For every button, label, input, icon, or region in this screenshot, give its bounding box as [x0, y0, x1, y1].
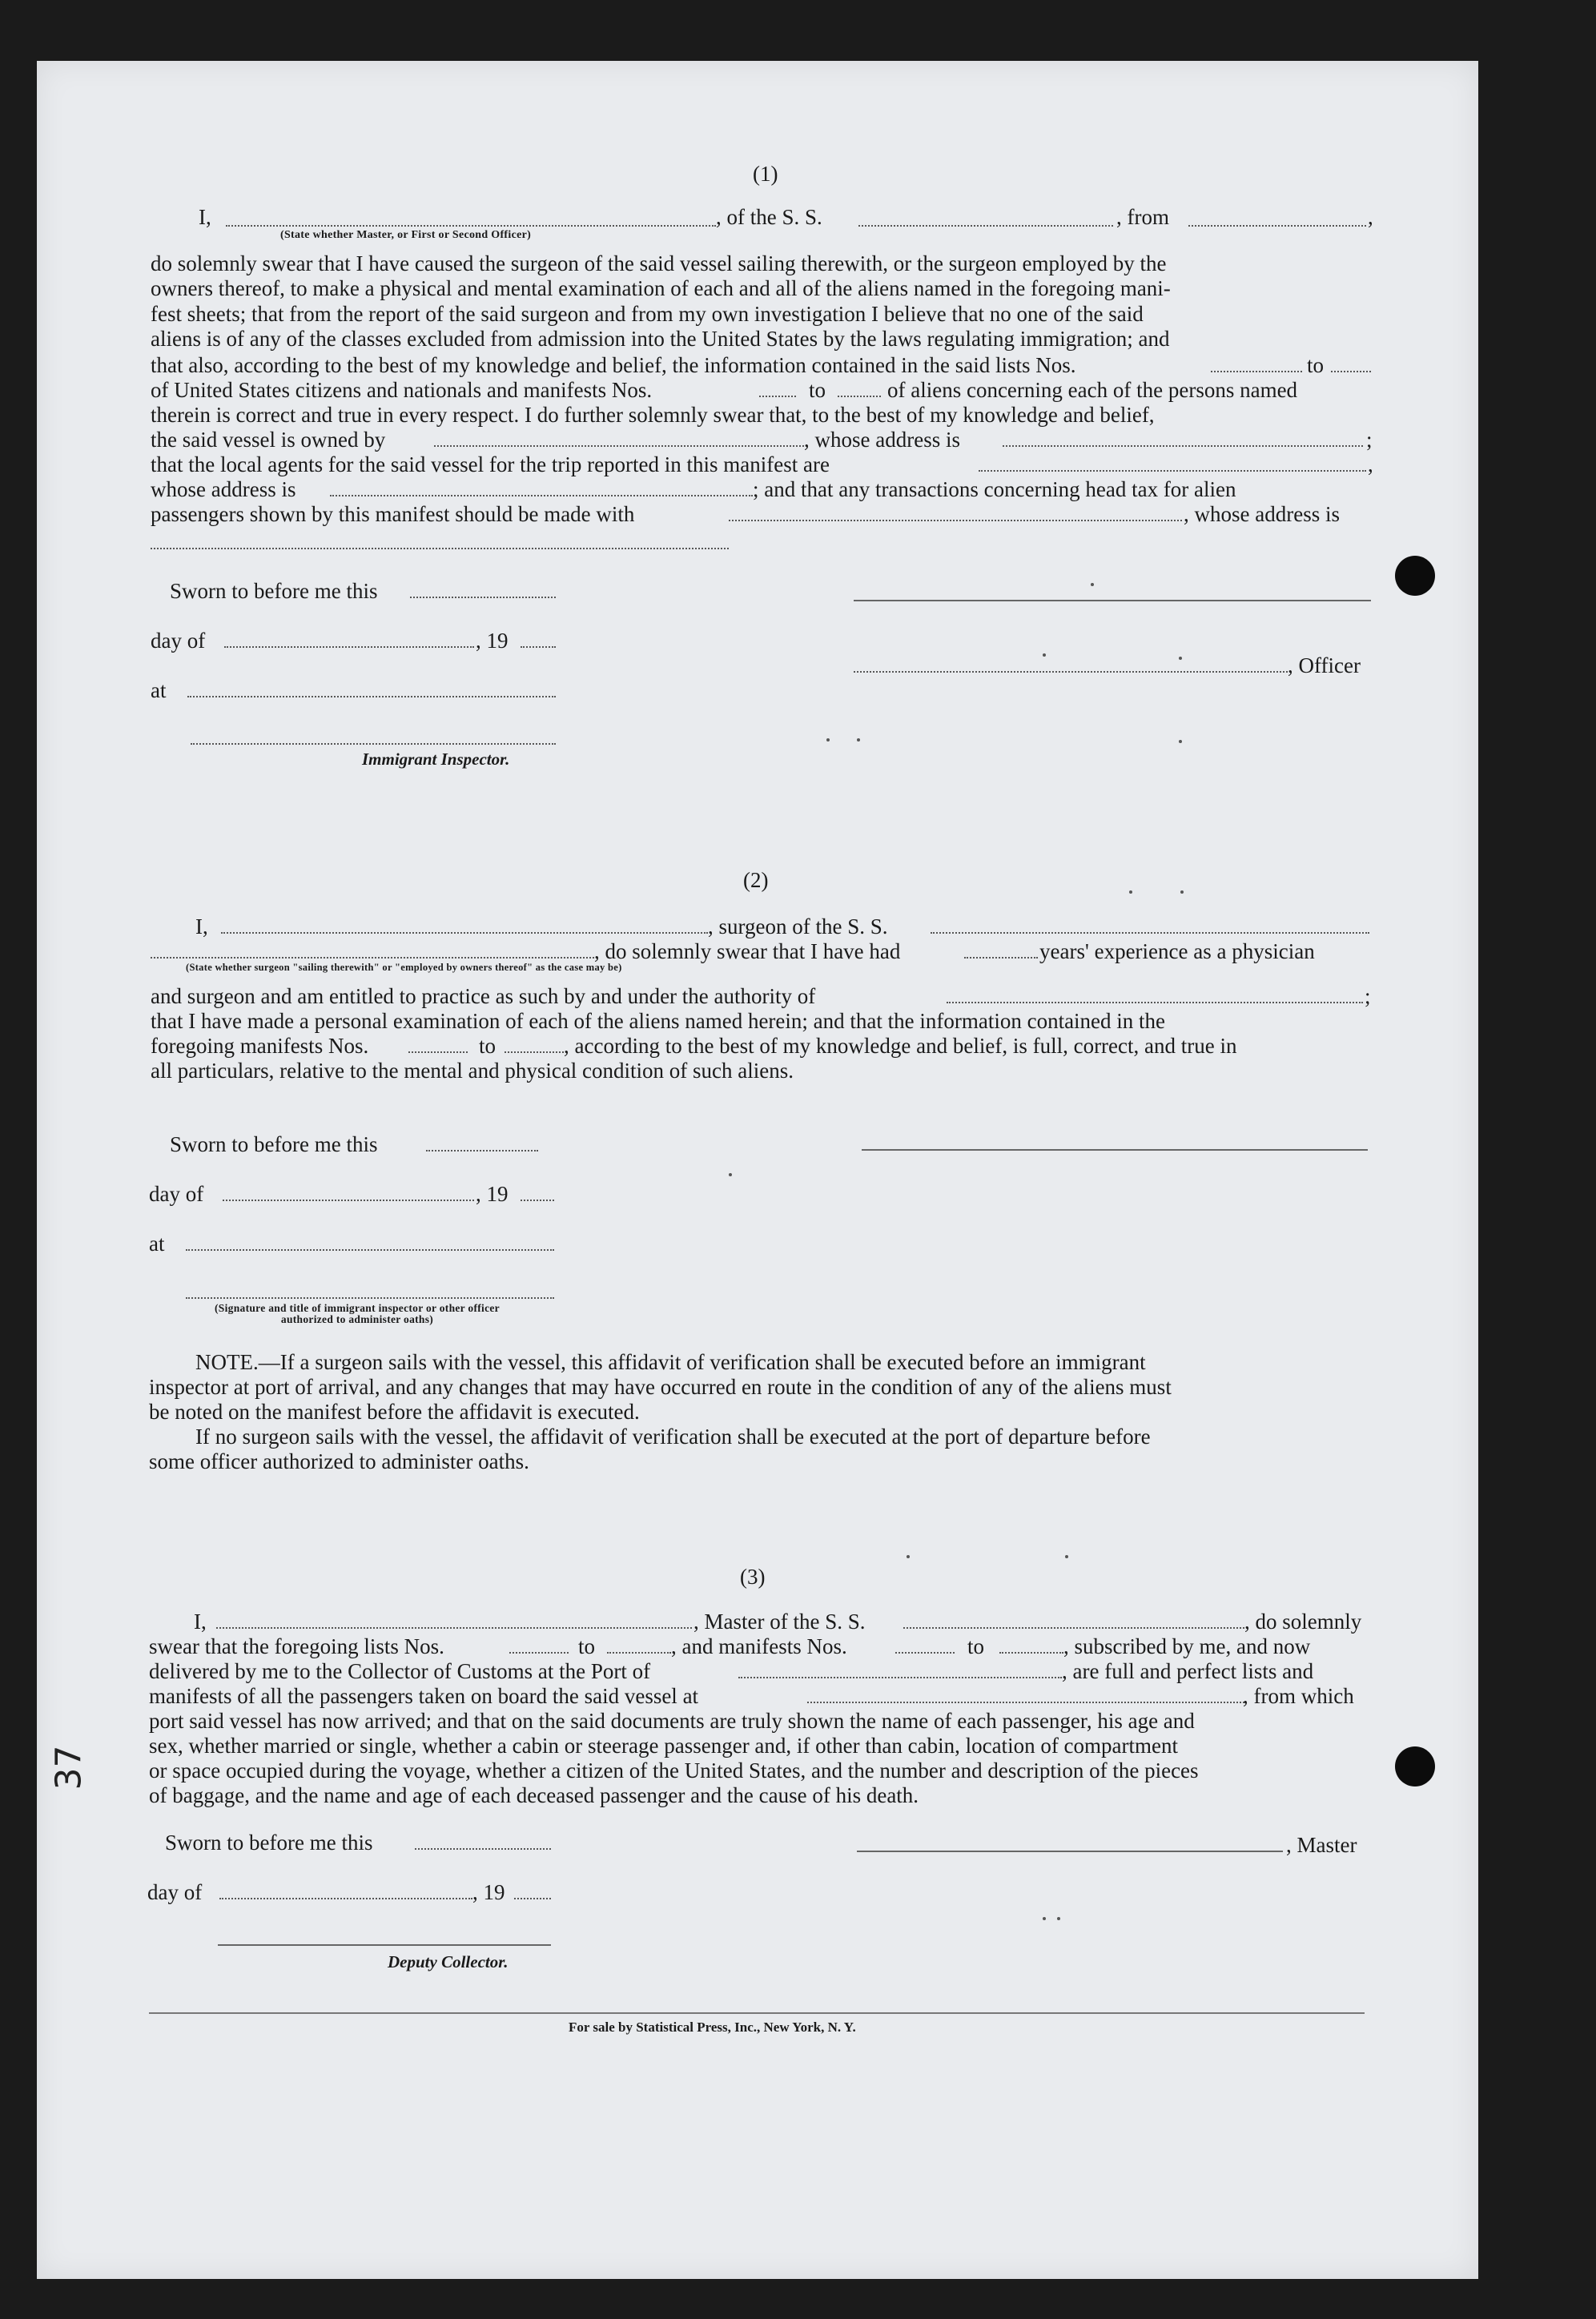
s3-lists-from-field[interactable]: [509, 1652, 569, 1654]
s2-note2-line: some officer authorized to administer oaths.: [149, 1449, 529, 1473]
s1-day-of-label: day of: [151, 629, 206, 653]
scan-speck: [1065, 1555, 1068, 1558]
punch-hole-bottom: [1395, 1746, 1435, 1786]
s1-owner-address-field[interactable]: [1003, 445, 1363, 447]
s3-manifests-all: manifests of all the passengers taken on board the said vessel at: [149, 1684, 699, 1708]
s3-from-which: , from which: [1243, 1684, 1354, 1708]
s2-officer-signature-field[interactable]: [186, 1297, 554, 1299]
s1-officer-signature-line-1[interactable]: [854, 600, 1371, 601]
s3-year-field[interactable]: [514, 1898, 551, 1899]
s2-sworn-label: Sworn to before me this: [170, 1132, 378, 1156]
s1-agent-address-label: whose address is: [151, 477, 296, 501]
s3-master-label: , Master: [1286, 1833, 1357, 1857]
s3-day-field[interactable]: [219, 1898, 472, 1899]
s3-ship-field[interactable]: [903, 1627, 1244, 1629]
scan-speck: [1129, 890, 1132, 894]
s1-therein-line: therein is correct and true in every respect. I do further solemnly swear that, to the best of my knowledge and belief,: [151, 403, 1155, 427]
s2-year-field[interactable]: [521, 1200, 554, 1201]
s2-manifests-label: foregoing manifests Nos.: [151, 1034, 369, 1058]
footer-rule: [149, 2012, 1365, 2014]
s1-end-comma: ,: [1368, 205, 1373, 229]
s1-manifests-line: of United States citizens and nationals and manifests Nos.: [151, 378, 653, 402]
s1-body-line: owners thereof, to make a physical and mental examination of each and all of the aliens named in the foregoing mani-: [151, 276, 1171, 301]
s1-body: [151, 251, 1371, 352]
scan-speck: [1043, 653, 1046, 657]
s1-year-label: , 19: [476, 629, 509, 653]
s1-i: I,: [199, 205, 211, 229]
s2-examination: that I have made a personal examination of each of the aliens named herein; and that the information contained in the: [151, 1009, 1166, 1033]
s1-manifests-from-field[interactable]: [759, 396, 796, 397]
scan-speck: [729, 1173, 732, 1176]
s1-officer-note: (State whether Master, or First or Second Officer): [280, 229, 532, 241]
section-3-number: (3): [740, 1565, 766, 1589]
s3-master-of-ss: , Master of the S. S.: [693, 1610, 866, 1634]
s2-at-label: at: [149, 1232, 165, 1256]
s3-manifests-label: , and manifests Nos.: [671, 1634, 847, 1658]
s2-solemnly: , do solemnly swear that I have had: [594, 939, 901, 963]
s2-i: I,: [195, 914, 208, 938]
s3-manifests-from-field[interactable]: [895, 1652, 955, 1654]
s3-body-line: of baggage, and the name and age of each deceased passenger and the cause of his death.: [149, 1783, 919, 1807]
punch-hole-top: [1395, 556, 1435, 596]
s2-note-line: NOTE.—If a surgeon sails with the vessel, this affidavit of verification shall be executed before an immigrant: [195, 1350, 1146, 1374]
s3-sworn-label: Sworn to before me this: [165, 1831, 373, 1855]
s1-owner-field[interactable]: [434, 445, 804, 447]
s1-at-label: at: [151, 678, 167, 702]
s3-boarding-port-field[interactable]: [807, 1702, 1244, 1703]
s2-manifests-to-field[interactable]: [505, 1051, 564, 1053]
s2-surgeon-of-ss: , surgeon of the S. S.: [708, 914, 888, 938]
s1-body-line: do solemnly swear that I have caused the surgeon of the said vessel sailing therewith, or the surgeon employed by the: [151, 251, 1167, 275]
scan-speck: [857, 738, 860, 742]
s1-from-field[interactable]: [1188, 225, 1366, 227]
s3-delivered: delivered by me to the Collector of Customs at the Port of: [149, 1659, 651, 1683]
s2-authority-field[interactable]: [947, 1002, 1363, 1003]
s1-head-tax: ; and that any transactions concerning head tax for alien: [753, 477, 1236, 501]
s1-passengers-line: passengers shown by this manifest should be made with: [151, 502, 635, 526]
s2-years-exp: years' experience as a physician: [1039, 939, 1315, 963]
s3-body-line: or space occupied during the voyage, whether a citizen of the United States, and the number and description of the pieces: [149, 1758, 1199, 1782]
page-number: 37: [48, 1745, 90, 1790]
s3-do-solemnly: , do solemnly: [1244, 1610, 1362, 1634]
footer-text: For sale by Statistical Press, Inc., New York, N. Y.: [569, 2020, 856, 2035]
s2-at-field[interactable]: [186, 1249, 554, 1251]
s3-body-line: port said vessel has now arrived; and that on the said documents are truly shown the name of each passenger, his age and: [149, 1709, 1195, 1733]
s1-agent-address-field[interactable]: [330, 495, 753, 496]
s2-note2-line: If no surgeon sails with the vessel, the affidavit of verification shall be executed at the port of departure before: [195, 1425, 1151, 1449]
s1-owner-address-label: , whose address is: [804, 428, 960, 452]
s1-of-ss: , of the S. S.: [716, 205, 822, 229]
s2-authority: and surgeon and am entitled to practice as such by and under the authority of: [151, 984, 816, 1008]
s3-lists-to: to: [578, 1634, 596, 1658]
s3-lists-label: swear that the foregoing lists Nos.: [149, 1634, 444, 1658]
s1-lists-to-field[interactable]: [1331, 371, 1371, 372]
scan-speck: [1180, 890, 1184, 894]
s2-years-field[interactable]: [964, 957, 1038, 959]
s1-officer-field[interactable]: [226, 225, 716, 227]
s1-headtax-address-label: , whose address is: [1184, 502, 1340, 526]
s2-day-of-label: day of: [149, 1182, 204, 1206]
s1-body-line: aliens is of any of the classes excluded from admission into the United States by the laws regulating immigration; and: [151, 326, 1170, 351]
scan-speck: [1179, 740, 1182, 743]
s2-sworn-date-field[interactable]: [426, 1150, 538, 1151]
s1-day-field[interactable]: [224, 646, 474, 648]
s3-deputy-signature-line[interactable]: [218, 1944, 551, 1946]
s3-master-signature-line[interactable]: [857, 1851, 1283, 1852]
s3-i: I,: [194, 1610, 207, 1634]
scan-speck: [1043, 1917, 1046, 1920]
s1-officer-label: , Officer: [1288, 653, 1361, 677]
s1-at-field[interactable]: [187, 696, 556, 697]
s1-agents-comma: ,: [1368, 452, 1373, 476]
s1-lists-to: to: [1307, 353, 1325, 377]
s1-body-line: fest sheets; that from the report of the said surgeon and from my own investigation I believe that no one of the said: [151, 301, 1144, 326]
s3-port-field[interactable]: [738, 1677, 1062, 1678]
s2-year-label: , 19: [476, 1182, 509, 1206]
s2-signature-note: [189, 1303, 525, 1325]
scan-speck: [826, 738, 830, 742]
s2-particulars: all particulars, relative to the mental and physical condition of such aliens.: [151, 1059, 794, 1083]
s3-day-of-label: day of: [147, 1880, 203, 1904]
s1-semicolon: ;: [1366, 428, 1373, 452]
scan-speck: [907, 1555, 910, 1558]
s1-manifests-to-field[interactable]: [838, 396, 881, 397]
s2-note-line: inspector at port of arrival, and any changes that may have occurred en route in the condition of any of the aliens must: [149, 1375, 1172, 1399]
s1-ship-field[interactable]: [858, 225, 1113, 227]
s3-master-name-field[interactable]: [216, 1627, 692, 1629]
scan-speck: [1057, 1917, 1060, 1920]
s2-surgeon-type-field[interactable]: [151, 957, 594, 959]
s1-headtax-party-field[interactable]: [729, 520, 1182, 521]
s3-full-perfect: , are full and perfect lists and: [1062, 1659, 1314, 1683]
s2-according: , according to the best of my knowledge and belief, is full, correct, and true in: [564, 1034, 1237, 1058]
s3-sworn-date-field[interactable]: [415, 1848, 551, 1850]
s1-sworn-label: Sworn to before me this: [170, 579, 378, 603]
s1-year-field[interactable]: [521, 646, 556, 648]
scan-speck: [1091, 583, 1094, 586]
s1-inspector-label: Immigrant Inspector.: [362, 750, 510, 769]
s3-manifests-to-field[interactable]: [999, 1652, 1063, 1654]
s1-from: , from: [1116, 205, 1169, 229]
s3-year-label: , 19: [472, 1880, 505, 1904]
s3-manifests-to: to: [967, 1634, 985, 1658]
s2-ship-field[interactable]: [931, 932, 1369, 934]
s2-note-line: be noted on the manifest before the affidavit is executed.: [149, 1400, 640, 1424]
s1-inspector-signature-field[interactable]: [191, 743, 556, 745]
s3-body-line: sex, whether married or single, whether a cabin or steerage passenger and, if other than cabin, location of compartment: [149, 1734, 1179, 1758]
section-2-number: (2): [743, 868, 769, 892]
s1-agents-line: that the local agents for the said vessel for the trip reported in this manifest are: [151, 452, 830, 476]
s1-headtax-address-field[interactable]: [151, 548, 729, 549]
s2-manifests-from-field[interactable]: [408, 1051, 468, 1053]
s2-signature-note-text: (Signature and title of immigrant inspector or other officer authorized to administer oaths): [215, 1302, 500, 1325]
s2-surgeon-signature-line[interactable]: [862, 1149, 1368, 1151]
s2-surgeon-note: (State whether surgeon "sailing therewith" or "employed by owners thereof" as the case may be): [186, 962, 622, 973]
s1-lists-line: that also, according to the best of my knowledge and belief, the information contained in the said lists Nos.: [151, 353, 1076, 377]
section-1-number: (1): [753, 162, 778, 186]
s3-subscribed: , subscribed by me, and now: [1063, 1634, 1311, 1658]
s2-authority-end: ;: [1365, 984, 1371, 1008]
s3-lists-to-field[interactable]: [607, 1652, 671, 1654]
s2-day-field[interactable]: [223, 1200, 474, 1201]
scan-speck: [1179, 657, 1182, 660]
s1-officer-signature-field[interactable]: [854, 671, 1288, 673]
s1-lists-from-field[interactable]: [1211, 371, 1302, 372]
s1-aliens-concerning: of aliens concerning each of the persons named: [887, 378, 1298, 402]
s1-agents-field[interactable]: [979, 470, 1366, 472]
s3-deputy-label: Deputy Collector.: [388, 1952, 509, 1971]
s1-owned-line: the said vessel is owned by: [151, 428, 386, 452]
s1-manifests-to: to: [809, 378, 826, 402]
s2-surgeon-name-field[interactable]: [221, 932, 708, 934]
s2-manifests-to: to: [479, 1034, 496, 1058]
s1-sworn-date-field[interactable]: [410, 597, 556, 598]
